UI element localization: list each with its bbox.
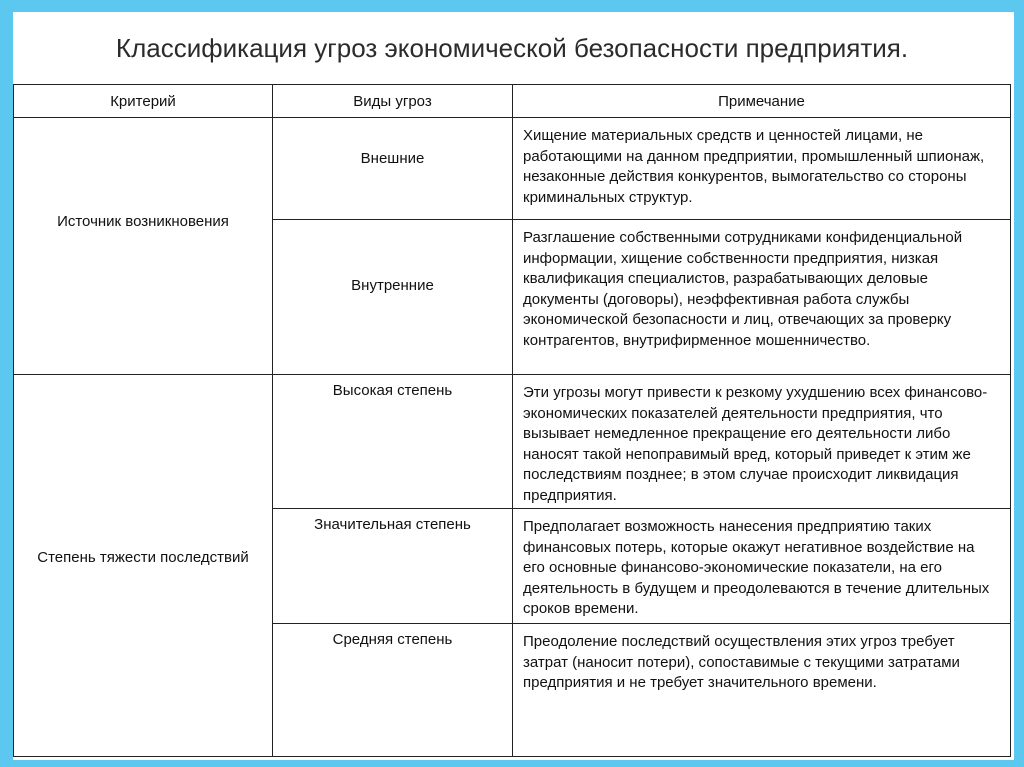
table-row [14,375,1011,509]
note-high: Эти угрозы могут привести к резкому ухудшению всех финансово-экономических показателей деятельности предприятия, что вызывает немедленное прекращение его деятельности либо наносят такой непоправимый вред, который приведет к этим же последствиям позднее; в этом случае происходит ликвидация предприятия. [513,375,1011,509]
note-internal: Разглашение собственными сотрудниками конфиденциальной информации, хищение собственности предприятия, низкая квалификация специалистов, разрабатывающих деловые документы (договоры), неэффективная работа службы экономической безопасности и лиц, отвечающих за проверку контрагентов, внутрифирменное мошенничество. [513,220,1011,375]
note-significant: Предполагает возможность нанесения предприятию таких финансовых потерь, которые окажут негативное воздействие на его основные финансово-экономические показатели, на его деятельность в будущем и преодолеваются в течение длительных сроков времени. [513,509,1011,624]
header-note: Примечание [513,85,1011,118]
page-title: Классификация угроз экономической безопасности предприятия. [115,33,909,63]
table-header-row [14,85,1011,118]
threat-type-medium: Средняя степень [273,624,513,757]
threat-type-internal: Внутренние [273,220,513,375]
note-external: Хищение материальных средств и ценностей лицами, не работающими на данном предприятии, промышленный шпионаж, незаконные действия конкурентов, вымогательство со стороны криминальных структур. [513,118,1011,220]
criterion-severity: Степень тяжести последствий [14,375,273,757]
threat-type-external: Внешние [273,118,513,220]
header-criterion: Критерий [14,85,273,118]
threat-classification-table [13,84,1011,757]
threat-type-significant: Значительная степень [273,509,513,624]
table-row [14,118,1011,220]
header-threat-types: Виды угроз [273,85,513,118]
criterion-source: Источник возникновения [14,118,273,375]
note-medium: Преодоление последствий осуществления этих угроз требует затрат (наносит потери), сопоставимые с текущими затратами предприятия и не требует значительного времени. [513,624,1011,757]
threat-type-high: Высокая степень [273,375,513,509]
